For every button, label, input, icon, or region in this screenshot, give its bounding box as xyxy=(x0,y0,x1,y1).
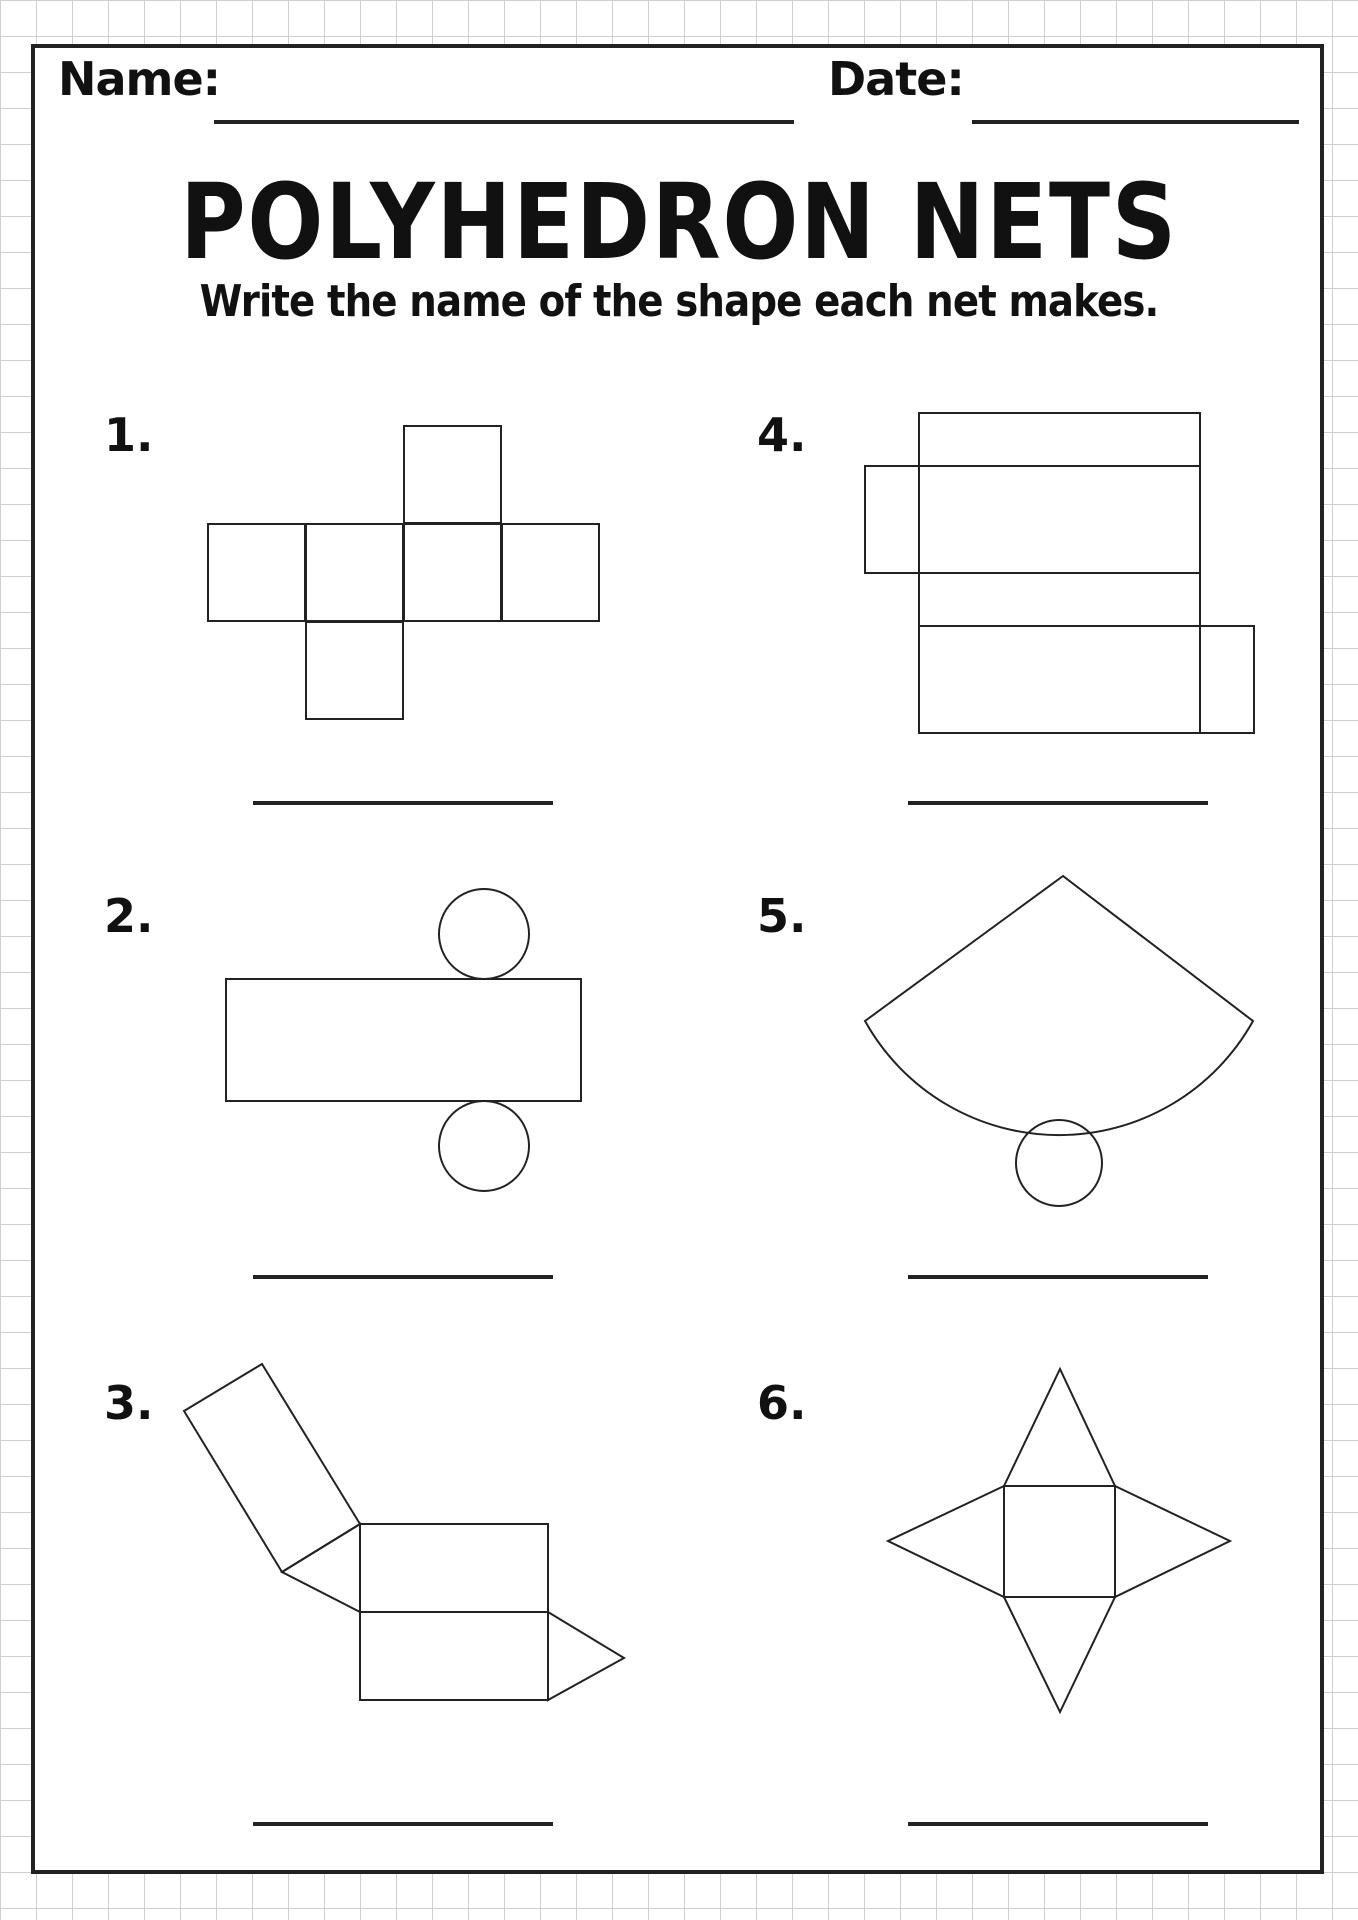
answer-field-5[interactable] xyxy=(908,1275,1208,1279)
answer-field-3[interactable] xyxy=(253,1822,553,1826)
answer-field-4[interactable] xyxy=(908,801,1208,805)
date-label: Date: xyxy=(828,52,964,106)
rectangular-prism-net xyxy=(865,413,1254,733)
worksheet-title: POLYHEDRON NETS xyxy=(180,161,1178,283)
question-number-3: 3. xyxy=(104,1376,154,1430)
cube-net xyxy=(208,426,599,719)
answer-field-1[interactable] xyxy=(253,801,553,805)
cylinder-net xyxy=(226,889,581,1191)
cone-net xyxy=(865,876,1253,1206)
name-label: Name: xyxy=(58,52,221,106)
question-number-4: 4. xyxy=(757,408,807,462)
question-number-6: 6. xyxy=(757,1376,807,1430)
question-number-1: 1. xyxy=(104,408,154,462)
square-pyramid-net xyxy=(888,1369,1230,1712)
worksheet-instructions: Write the name of the shape each net makes. xyxy=(199,276,1159,327)
question-number-2: 2. xyxy=(104,889,154,943)
question-number-5: 5. xyxy=(757,889,807,943)
answer-field-2[interactable] xyxy=(253,1275,553,1279)
answer-field-6[interactable] xyxy=(908,1822,1208,1826)
triangular-prism-net xyxy=(184,1364,624,1700)
